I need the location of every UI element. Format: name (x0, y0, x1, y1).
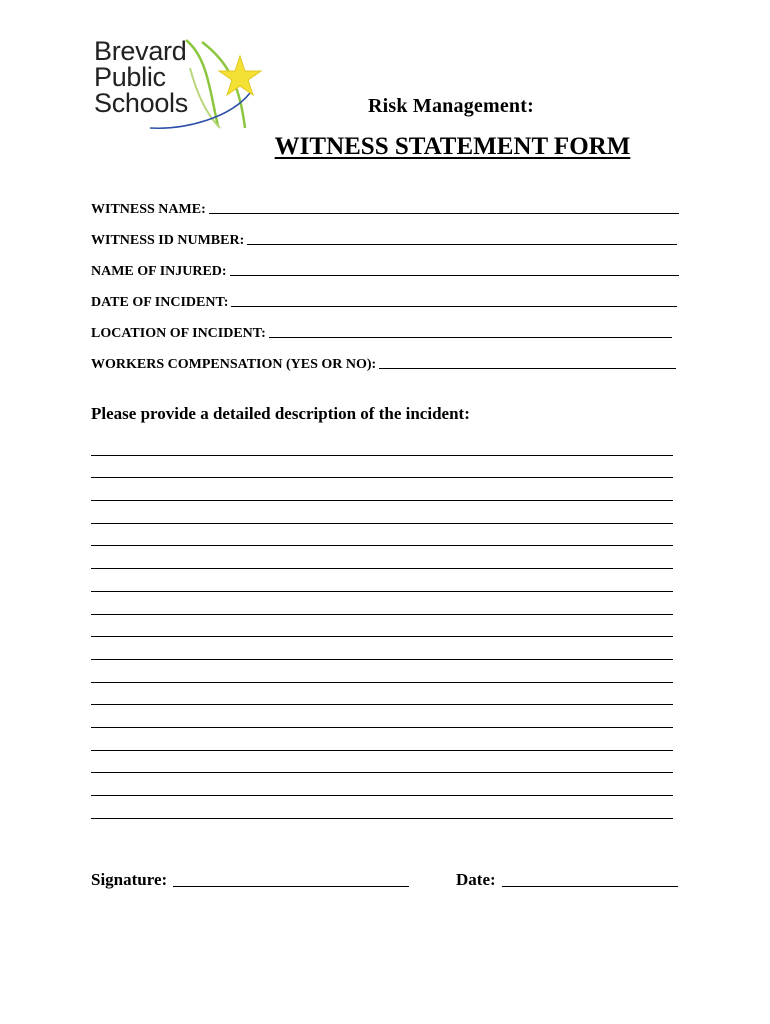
witness-id-label: WITNESS ID NUMBER: (91, 233, 245, 248)
form-title: WITNESS STATEMENT FORM (274, 133, 631, 160)
signature-field[interactable] (91, 870, 409, 890)
star-icon (219, 56, 261, 95)
incident-date-field[interactable] (91, 280, 677, 311)
incident-date-line[interactable] (231, 306, 677, 307)
description-line[interactable] (91, 773, 673, 796)
incident-location-line[interactable] (269, 337, 672, 338)
logo-line-3: Schools (94, 88, 188, 118)
witness-id-field[interactable] (91, 218, 677, 249)
logo-line-1: Brevard (94, 36, 187, 66)
logo-line-2: Public (94, 62, 166, 92)
date-label: Date: (456, 870, 496, 889)
description-line[interactable] (91, 660, 673, 683)
description-line[interactable] (91, 637, 673, 660)
description-line[interactable] (91, 705, 673, 728)
signature-line[interactable] (173, 886, 409, 887)
date-field[interactable] (456, 870, 678, 890)
description-line[interactable] (91, 569, 673, 592)
description-prompt: Please provide a detailed description of the incident: (91, 404, 470, 423)
description-line[interactable] (91, 728, 673, 751)
description-line[interactable] (91, 796, 673, 819)
injured-name-line[interactable] (230, 275, 679, 276)
workers-comp-field[interactable] (91, 342, 676, 373)
description-line[interactable] (91, 592, 673, 615)
description-line[interactable] (91, 478, 673, 501)
description-area[interactable] (91, 433, 673, 819)
witness-name-label: WITNESS NAME: (91, 202, 206, 217)
workers-comp-label: WORKERS COMPENSATION (YES OR NO): (91, 357, 377, 372)
description-line[interactable] (91, 615, 673, 638)
description-line[interactable] (91, 546, 673, 569)
witness-info-fields (91, 187, 681, 373)
description-line[interactable] (91, 501, 673, 524)
description-line[interactable] (91, 456, 673, 479)
description-line[interactable] (91, 683, 673, 706)
description-line[interactable] (91, 433, 673, 456)
signature-label: Signature: (91, 870, 168, 889)
witness-id-line[interactable] (247, 244, 677, 245)
injured-name-field[interactable] (91, 249, 679, 280)
description-line[interactable] (91, 524, 673, 547)
brevard-public-schools-logo (90, 38, 265, 130)
incident-location-field[interactable] (91, 311, 672, 342)
witness-name-field[interactable] (91, 187, 679, 218)
incident-date-label: DATE OF INCIDENT: (91, 295, 229, 310)
incident-location-label: LOCATION OF INCIDENT: (91, 326, 266, 341)
workers-comp-line[interactable] (379, 368, 676, 369)
description-line[interactable] (91, 751, 673, 774)
date-line[interactable] (502, 886, 678, 887)
witness-name-line[interactable] (209, 213, 679, 214)
injured-name-label: NAME OF INJURED: (91, 264, 227, 279)
department-heading: Risk Management: (368, 95, 534, 117)
